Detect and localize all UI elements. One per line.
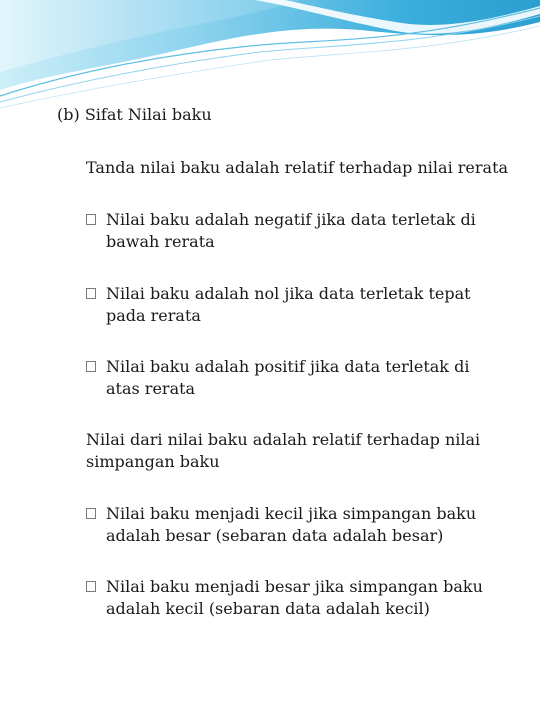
bullet-box-icon <box>86 581 96 592</box>
bullet-box-icon <box>86 288 96 299</box>
list-item <box>86 209 506 253</box>
paragraph-value-relative: Nilai dari nilai baku adalah relatif terhadap nilai simpangan baku <box>86 430 481 471</box>
list-item <box>86 576 506 620</box>
bullet-box-icon <box>86 214 96 225</box>
bullet-box-icon <box>86 361 96 372</box>
list-item-text: Nilai baku adalah positif jika data terletak di atas rerata <box>106 357 470 398</box>
slide-heading: (b) Sifat Nilai baku <box>57 105 212 124</box>
list-item-text: Nilai baku adalah nol jika data terletak tepat pada rerata <box>106 284 471 325</box>
paragraph-sign-relative: Tanda nilai baku adalah relatif terhadap nilai rerata <box>86 158 509 177</box>
list-item-text: Nilai baku menjadi besar jika simpangan baku adalah kecil (sebaran data adalah kecil) <box>106 577 483 618</box>
list-item <box>86 283 506 327</box>
list-item-text: Nilai baku adalah negatif jika data terletak di bawah rerata <box>106 210 476 251</box>
list-item-text: Nilai baku menjadi kecil jika simpangan baku adalah besar (sebaran data adalah besar) <box>106 504 477 545</box>
list-item <box>86 503 506 547</box>
bullet-box-icon <box>86 508 96 519</box>
list-item <box>86 356 506 400</box>
